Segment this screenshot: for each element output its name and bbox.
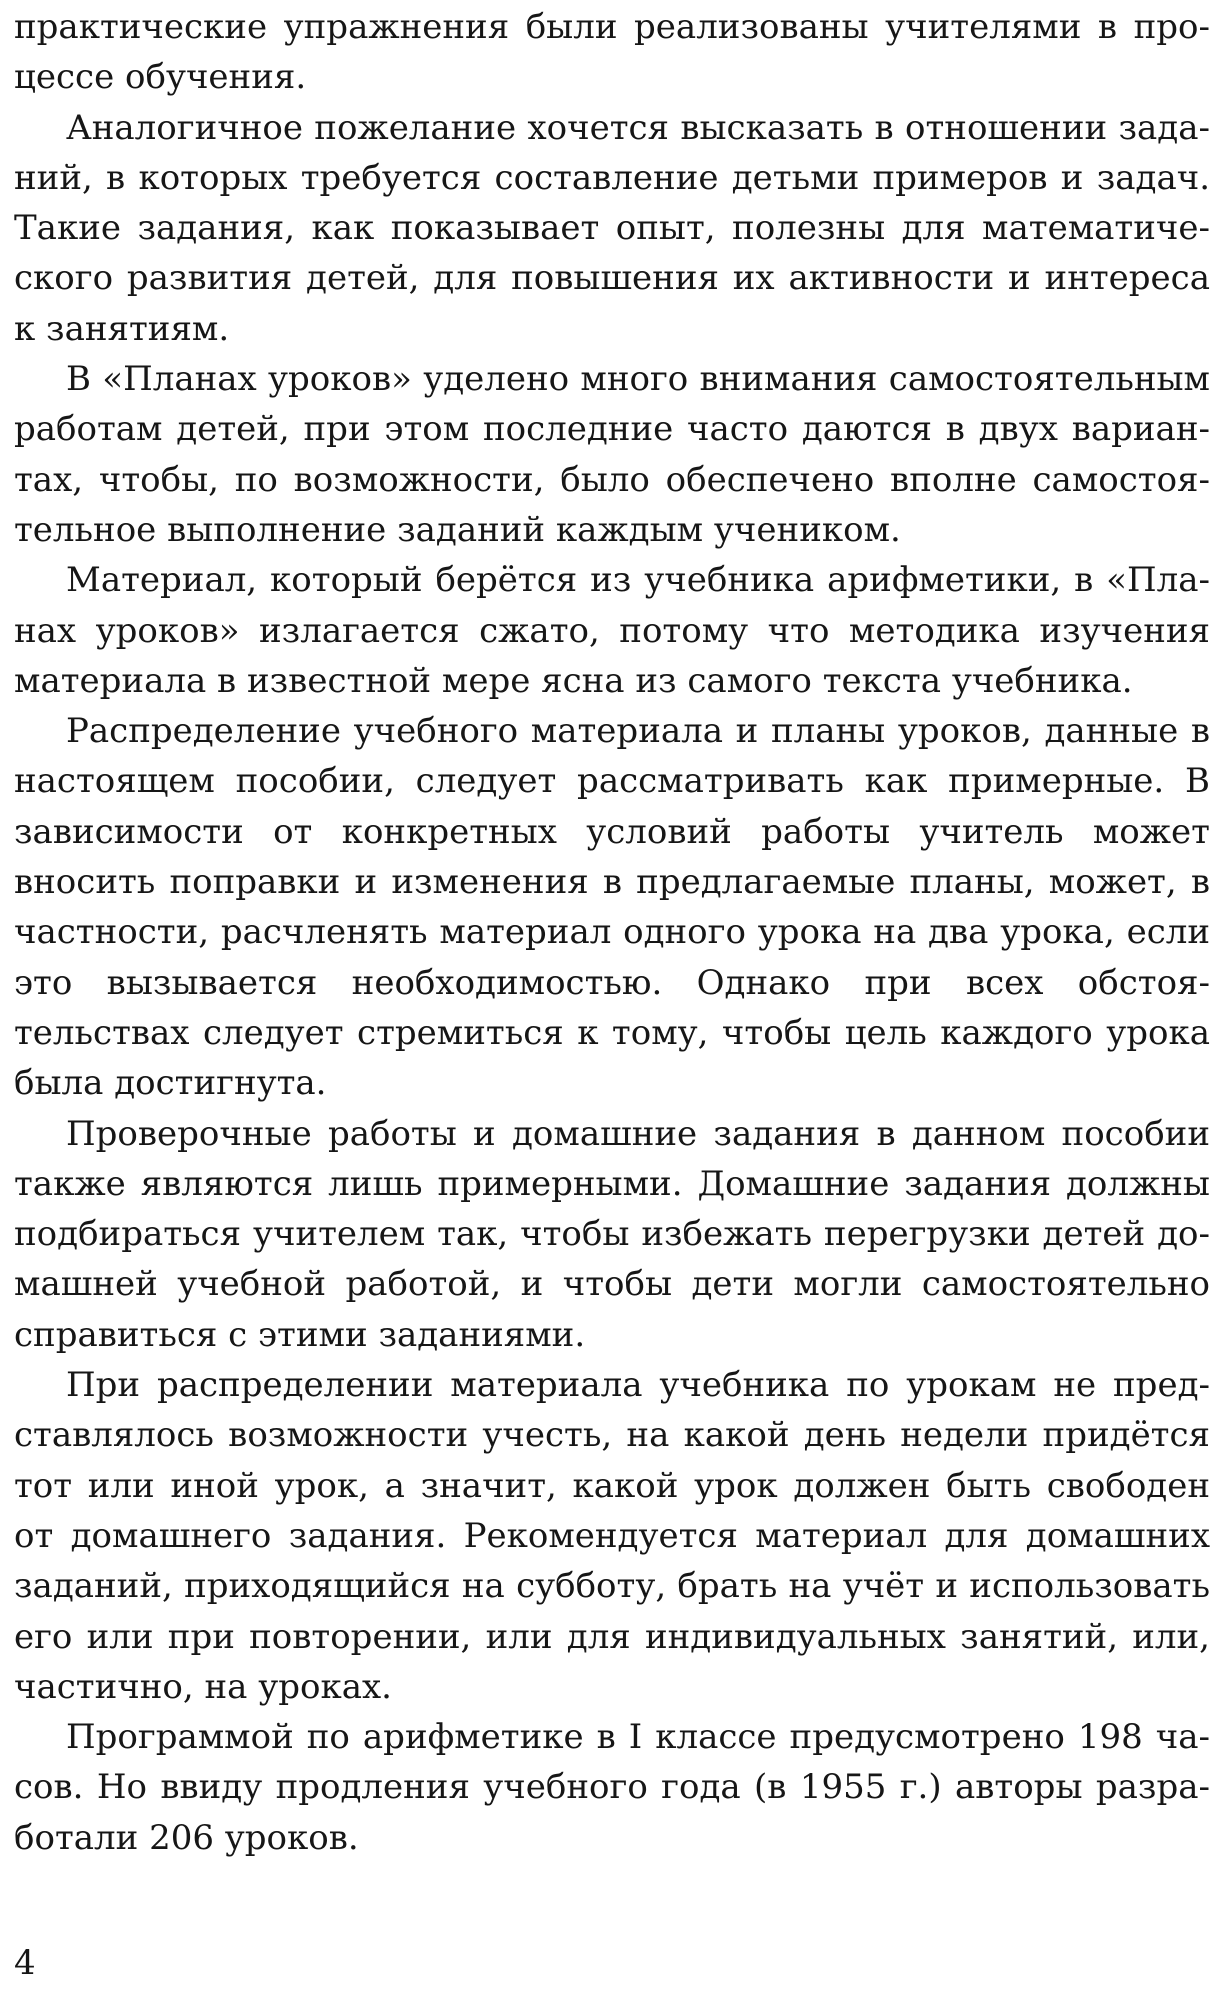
paragraph-distribution: Распределение учебного материала и планы уроков, данные в настоящем пособии, следует рассматривать как примерные. В зависимости от конкретных условий работы учитель может вносить поправки и изменения в предлагаемые планы, может, в частности, расчленять материал одного урока на два урока, если это вызывается необходимостью. Однако при всех обстоятельствах следует стремиться к тому, чтобы цель каждого урока была достигнута. (14, 711, 1210, 1104)
paragraph-program-hours: Программой по арифметике в I классе предусмотрено 198 часов. Но ввиду продления учебного года (в 1955 г.) авторы разработали 206 уроков. (14, 1717, 1210, 1858)
page-number: 4 (14, 1943, 36, 1983)
paragraph-saturday: При распределении материала учебника по урокам не представлялось возможности учесть, на какой день недели придётся тот или иной урок, а значит, какой урок должен быть свободен от домашнего задания. Рекомендуется материал для домашних заданий, приходящийся на субботу, брать на учёт и использовать его или при повторении, или для индивидуальных занятий, или, частично, на уроках. (14, 1365, 1210, 1707)
paragraph-continued: практические упражнения были реализованы учителями в процессе обучения. (14, 7, 1210, 98)
paragraph-homework: Проверочные работы и домашние задания в данном пособии также являются лишь примерными. Домашние задания должны подбираться учителем так, чтобы избежать перегрузки детей домашней учебной работой, и чтобы дети могли самостоятельно справиться с этими заданиями. (14, 1113, 1210, 1355)
paragraph-textbook-material: Материал, который берётся из учебника арифметики, в «Планах уроков» излагается сжато, потому что методика изучения материала в известной мере ясна из самого текста учебника. (14, 560, 1210, 701)
paragraph-independent-work: В «Планах уроков» уделено много внимания самостоятельным работам детей, при этом последние часто даются в двух вариантах, чтобы, по возможности, было обеспечено вполне самостоятельное выполнение заданий каждым учеником. (14, 359, 1210, 550)
paragraph-tasks: Аналогичное пожелание хочется высказать в отношении заданий, в которых требуется составление детьми примеров и задач. Такие задания, как показывает опыт, полезны для математического развития детей, для повышения их активности и интереса к занятиям. (14, 107, 1210, 349)
page-body (14, 2, 1210, 1863)
